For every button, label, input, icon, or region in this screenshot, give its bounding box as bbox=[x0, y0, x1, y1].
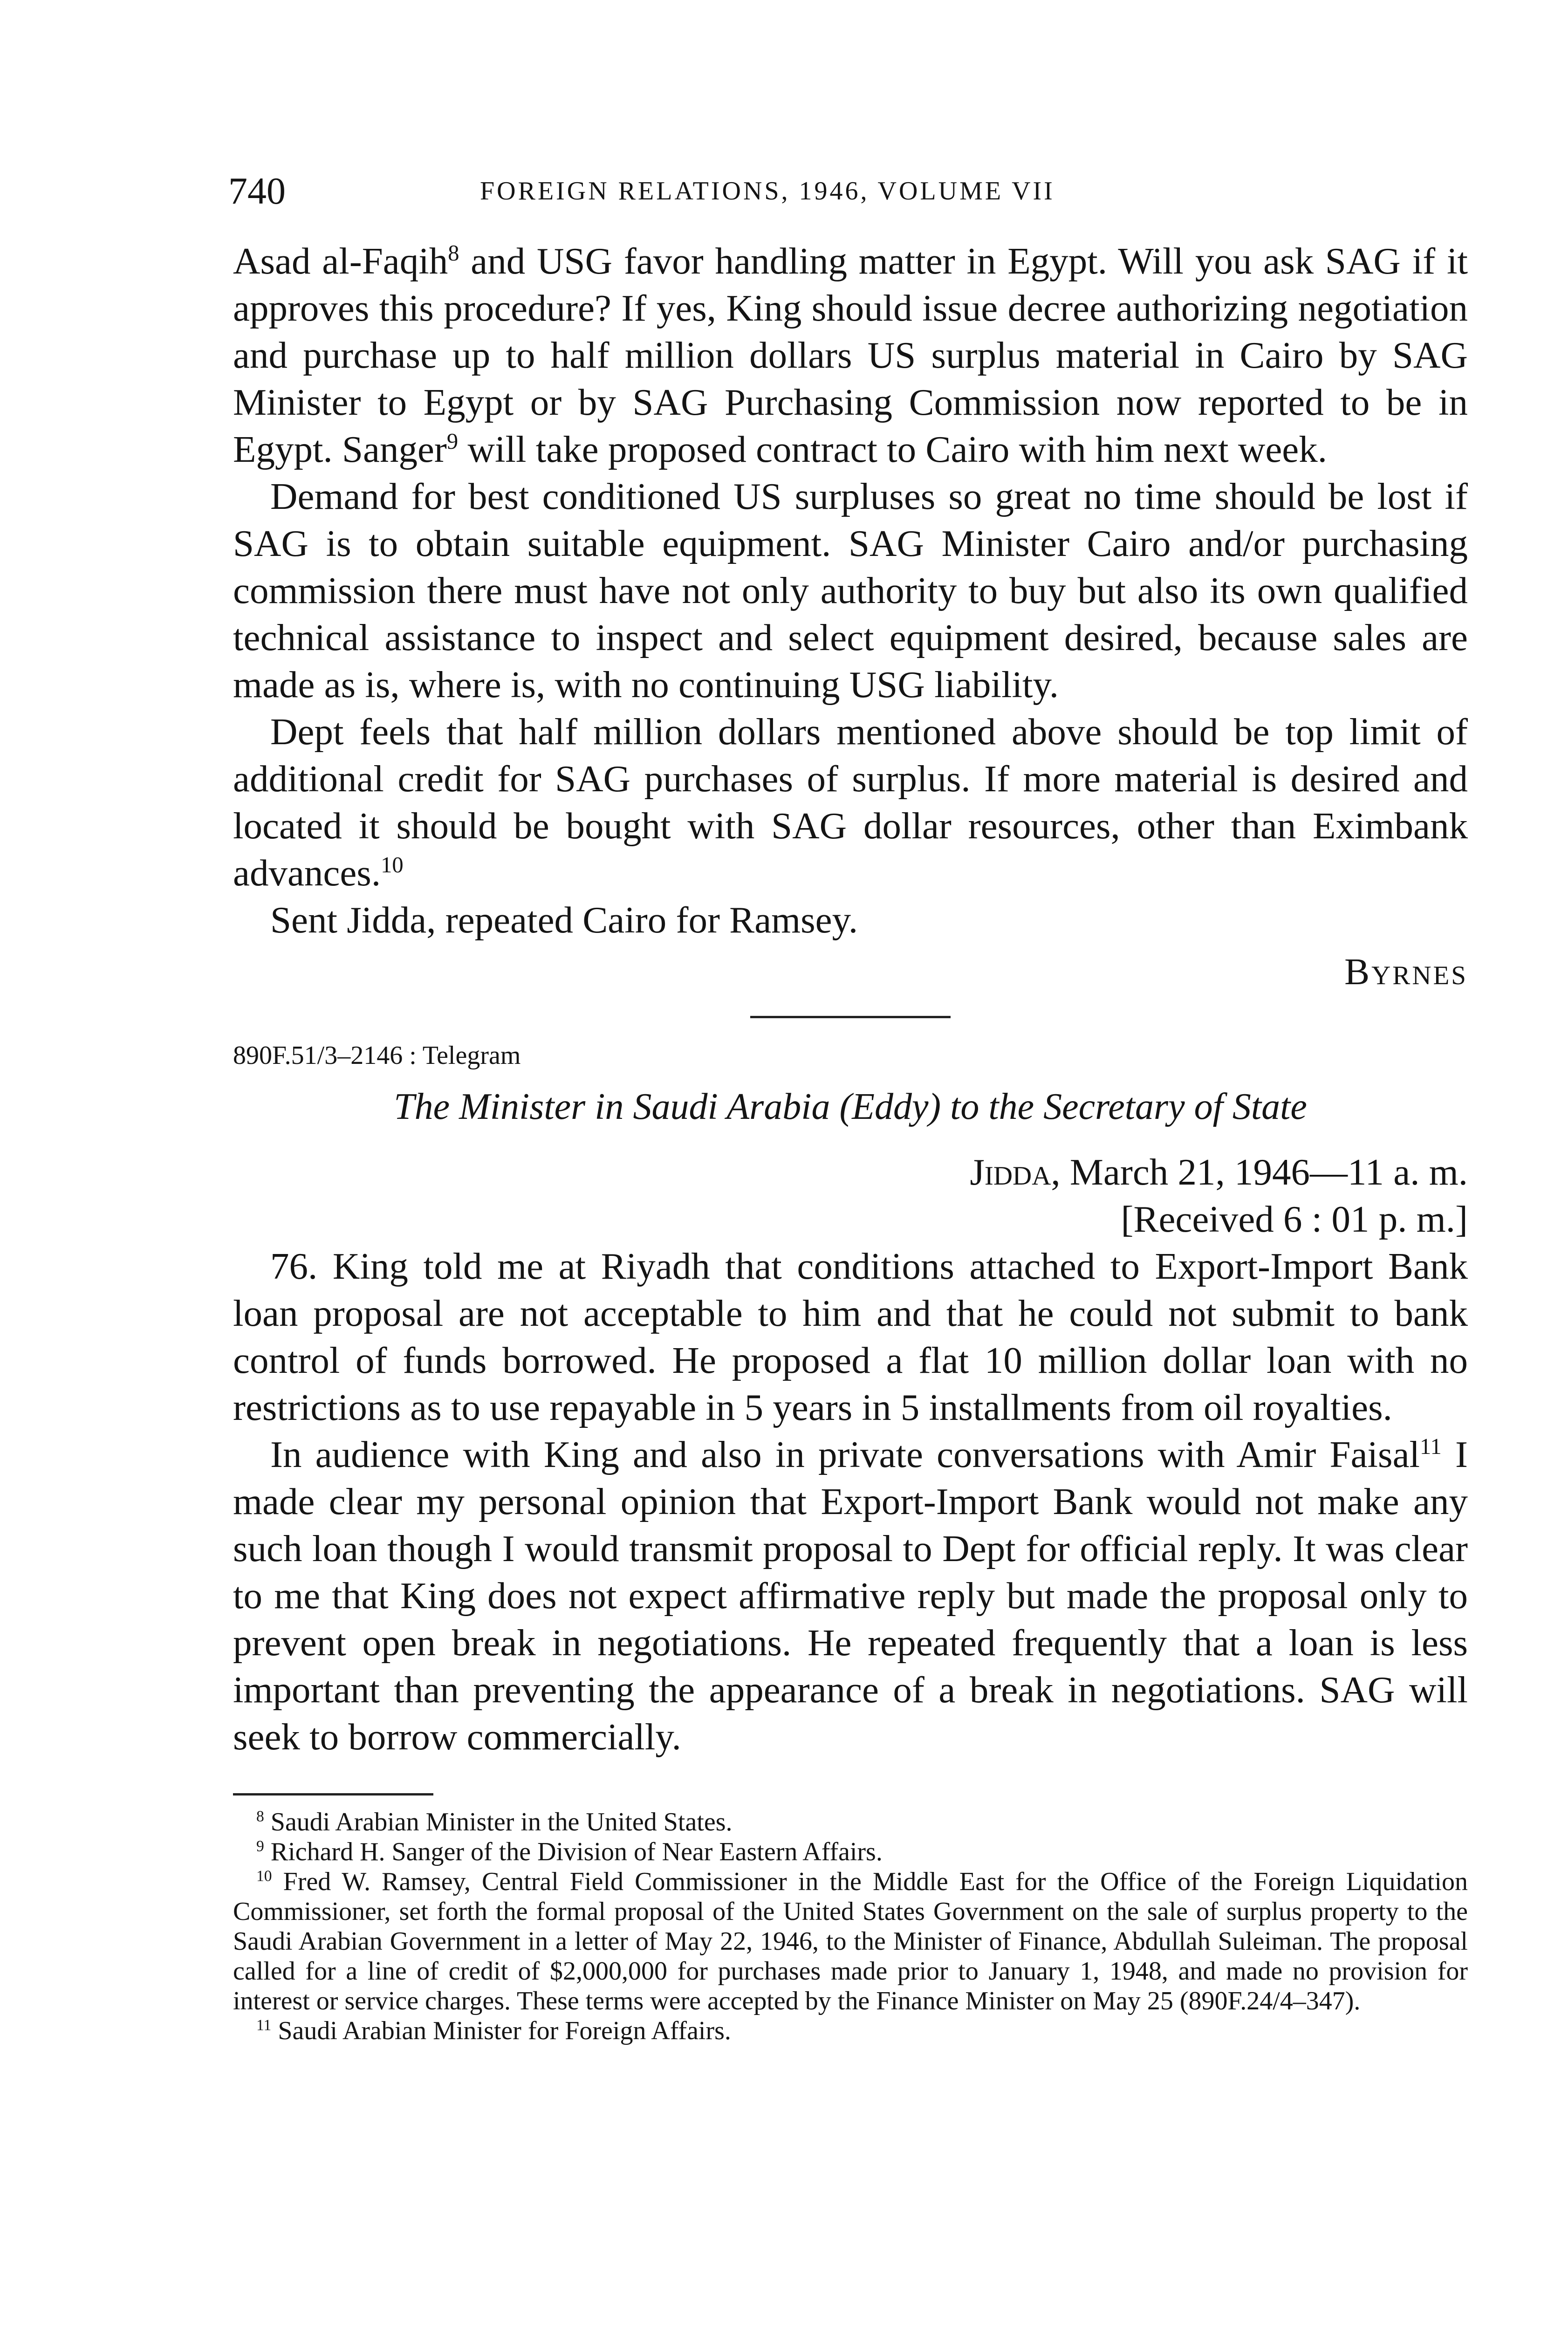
dateline bbox=[233, 1149, 1468, 1196]
telegram1-paragraph-4: Sent Jidda, repeated Cairo for Ramsey. bbox=[270, 899, 858, 941]
received-line: [Received 6 : 01 p. m.] bbox=[1121, 1198, 1468, 1240]
telegram1-paragraph-2: Demand for best conditioned US surpluses so great no time should be lost if SAG is to obtain suitable equipment. SAG Minister Cairo and/or purchasing commission there must have not only authority to buy but also its own qualified technical assistance to inspect and select equipment desired, because sales are made as is, where is, with no continuing USG liability. bbox=[233, 475, 1468, 706]
footnote-ref-10[interactable]: 10 bbox=[381, 852, 404, 877]
footnote-ref-11[interactable]: 11 bbox=[1420, 1434, 1442, 1459]
telegram1-paragraph-3: Dept feels that half million dollars mentioned above should be top limit of additional credit for SAG purchases of surplus. If more material is desired and located it should be bought with SAG dollar resources, other than Eximbank advances.$^{10}$ bbox=[233, 711, 1468, 894]
telegram2-paragraph-1: 76. King told me at Riyadh that conditions attached to Export-Import Bank loan proposal are not acceptable to him and that he could not submit to bank control of funds borrowed. He proposed a flat 10 million dollar loan with no restrictions as to use repayable in 5 years in 5 installments from oil royalties. bbox=[233, 1245, 1468, 1428]
document-title: The Minister in Saudi Arabia (Eddy) to the Secretary of State bbox=[394, 1086, 1307, 1127]
section-divider bbox=[750, 1016, 951, 1018]
running-head: FOREIGN RELATIONS, 1946, VOLUME VII bbox=[480, 177, 1055, 206]
footnotes bbox=[233, 1807, 1468, 2046]
telegram1-paragraph-1: Asad al-Faqih$^8$ and USG favor handling matter in Egypt. Will you ask SAG if it approves this procedure? If yes, King should issue decree authorizing negotiation and purchase up to half million dollars US surplus material in Cairo by SAG Minister to Egypt or by SAG Purchasing Commission now reported to be in Egypt. Sanger$^9$ will take proposed contract to Cairo with him next week. bbox=[233, 240, 1468, 470]
page-body bbox=[233, 238, 1468, 2046]
footnote-ref-9[interactable]: 9 bbox=[446, 429, 459, 454]
footnote-8: $^8$ Saudi Arabian Minister in the United States. bbox=[256, 1808, 733, 1837]
file-reference: 890F.51/3–2146 : Telegram bbox=[233, 1041, 521, 1070]
dateline-place: Jidda bbox=[970, 1151, 1051, 1193]
page-number: 740 bbox=[228, 170, 286, 212]
footnote-rule bbox=[233, 1793, 433, 1795]
footnote-10: $^{10}$ Fred W. Ramsey, Central Field Commissioner in the Middle East for the Office of the Foreign Liquidation Commissioner, set forth the formal proposal of the United States Government on the sale of surplus property to the Saudi Arabian Government in a letter of May 22, 1946, to the Minister of Finance, Abdullah Suleiman. The proposal called for a line of credit of $2,000,000 for purchases made prior to January 1, 1948, and made no provision for interest or service charges. These terms were accepted by the Finance Minister on May 25 (890F.24/4–347). bbox=[233, 1867, 1468, 2015]
telegram2-paragraph-2: In audience with King and also in private conversations with Amir Faisal$^{11}$ I made clear my personal opinion that Export-Import Bank would not make any such loan though I would transmit proposal to Dept for official reply. It was clear to me that King does not expect affirmative reply but made the proposal only to prevent open break in negotiations. He repeated frequently that a loan is less important than preventing the appearance of a break in negotiations. SAG will seek to borrow commercially. bbox=[233, 1433, 1468, 1758]
signature: Byrnes bbox=[1344, 951, 1468, 993]
dateline-date: , March 21, 1946—11 a. m. bbox=[1051, 1151, 1468, 1193]
footnote-11: $^{11}$ Saudi Arabian Minister for Foreign Affairs. bbox=[256, 2016, 731, 2045]
footnote-9: $^9$ Richard H. Sanger of the Division of Near Eastern Affairs. bbox=[256, 1837, 883, 1866]
page-header bbox=[228, 165, 1468, 217]
footnote-ref-8[interactable]: 8 bbox=[448, 240, 459, 266]
